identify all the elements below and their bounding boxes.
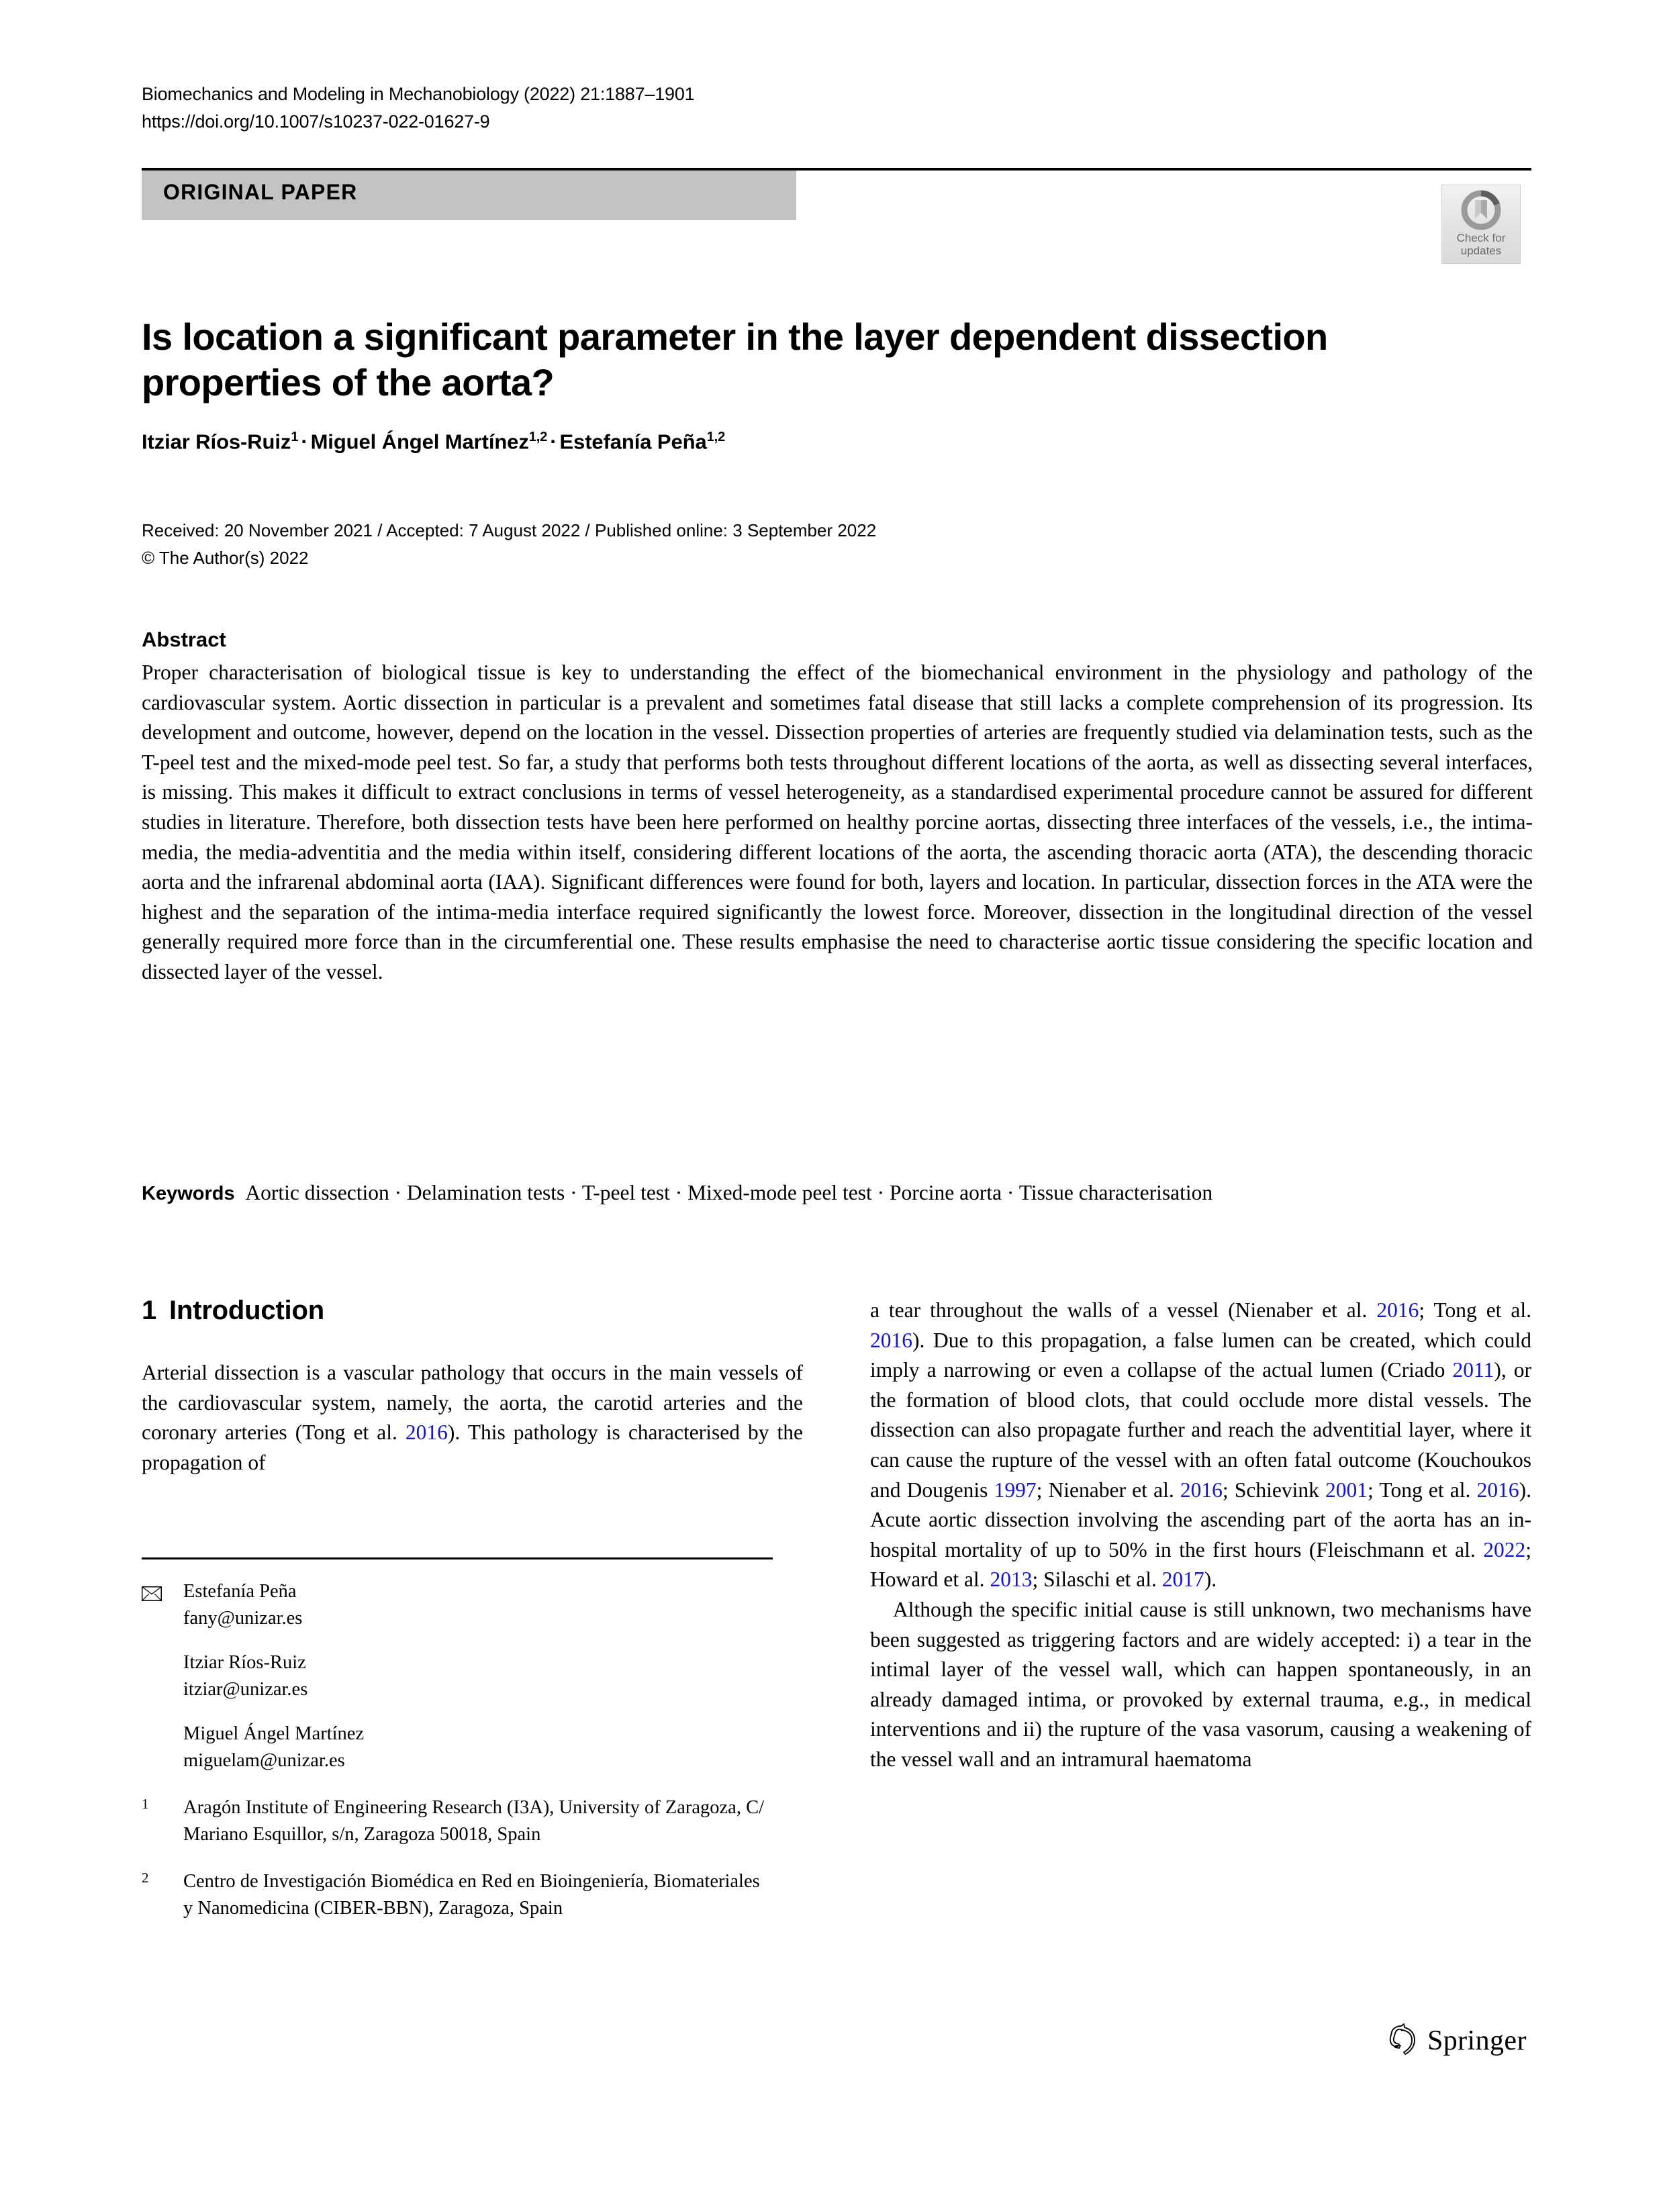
footnote-rule <box>142 1557 773 1559</box>
citation-link[interactable]: 2016 <box>1476 1478 1519 1502</box>
intro-text-b: ; Tong et al. <box>1419 1298 1531 1322</box>
author-contact-email[interactable]: itziar@unizar.es <box>183 1679 308 1700</box>
keywords-label: Keywords <box>142 1183 235 1204</box>
intro-paragraph-1-right <box>870 1296 1531 1595</box>
author-contact-email[interactable]: miguelam@unizar.es <box>183 1750 345 1771</box>
journal-citation-line: Biomechanics and Modeling in Mechanobiology (2022) 21:1887–1901 <box>142 84 695 104</box>
affiliation-marker: 1 <box>142 1796 149 1812</box>
author-separator: · <box>301 430 308 454</box>
corresponding-author-email[interactable]: fany@unizar.es <box>183 1608 303 1629</box>
envelope-icon <box>142 1582 162 1597</box>
citation-link[interactable]: 2001 <box>1325 1478 1368 1502</box>
author-affiliation-marker: 1 <box>291 430 299 444</box>
citation-link[interactable]: 2013 <box>990 1568 1033 1592</box>
author-separator: · <box>550 430 557 454</box>
corresponding-author-block <box>142 1578 803 1774</box>
footnote-block <box>142 1557 803 1922</box>
intro-text-d: ), or the formation of blood clots, that could occlude more distal vessels. The dissection can also propagate further and reach the adventitial layer, where it can cause the rupture of the vessel with an often fatal outcome (Kouchoukos and Dougenis <box>870 1358 1531 1502</box>
intro-paragraph-1-left <box>142 1358 803 1478</box>
publisher-name: Springer <box>1427 2025 1527 2056</box>
abstract-text: Proper characterisation of biological tissue is key to understanding the effect of the biomechanical environment in the physiology and pathology of the cardiovascular system. Aortic dissection in particular is a prevalent and sometimes fatal disease that still lacks a complete comprehension of its progression. Its development and outcome, however, depend on the location in the vessel. Dissection properties of arteries are frequently studied via delamination tests, such as the T-peel test and the mixed-mode peel test. So far, a study that performs both tests throughout different locations of the aorta, as well as dissecting several interfaces, is missing. This makes it difficult to extract conclusions in terms of vessel heterogeneity, as a standardised experimental procedure cannot be assured for different studies in literature. Therefore, both dissection tests have been here performed on healthy porcine aortas, dissecting three interfaces of the vessels, i.e., the intima-media, the media-adventitia and the media within itself, considering different locations of the aorta, the ascending thoracic aorta (ATA), the descending thoracic aorta and the infrarenal abdominal aorta (IAA). Significant differences were found for both, layers and location. In particular, dissection forces in the ATA were the highest and the separation of the intima-media interface required significantly the lowest force. Moreover, dissection in the longitudinal direction of the vessel generally required more force than in the circumferential one. These results emphasise the need to characterise aortic tissue considering the specific location and dissected layer of the vessel. <box>142 661 1533 983</box>
publication-dates <box>142 517 1417 572</box>
journal-header <box>142 81 1417 136</box>
intro-text-j: ; Silaschi et al. <box>1032 1568 1162 1592</box>
author-affiliation-marker: 1,2 <box>528 430 548 444</box>
section-number: 1 <box>142 1296 157 1325</box>
body-column-left <box>142 1296 803 1478</box>
intro-text-h: ). Acute aortic dissection involving the ascending part of the aorta has an in-hospital mortality of up to 50% in the first hours (Fleischmann et al. <box>870 1478 1531 1561</box>
author-contact-name: Miguel Ángel Martínez <box>183 1723 365 1744</box>
crossmark-line-2: updates <box>1460 244 1502 258</box>
copyright-line: © The Author(s) 2022 <box>142 548 309 569</box>
section-heading-introduction <box>142 1296 803 1326</box>
corresponding-author-name: Estefanía Peña <box>183 1581 297 1602</box>
citation-link[interactable]: 2016 <box>1376 1298 1419 1322</box>
author-contact <box>183 1721 803 1774</box>
intro-text-c: ). Due to this propagation, a false lumen can be created, which could imply a narrowing or even a collapse of the actual lumen (Criado <box>870 1328 1531 1382</box>
intro-text-g: ; Tong et al. <box>1368 1478 1477 1502</box>
check-for-updates-badge[interactable] <box>1441 185 1521 264</box>
author-list <box>142 430 1417 454</box>
section-title: Introduction <box>169 1296 324 1325</box>
citation-link[interactable]: 2017 <box>1161 1568 1204 1592</box>
keywords-text: Aortic dissection · Delamination tests · T-peel test · Mixed-mode peel test · Porcine aorta · Tissue characterisation <box>245 1181 1213 1204</box>
citation-link[interactable]: 2016 <box>1180 1478 1223 1502</box>
affiliation-text: Aragón Institute of Engineering Research (I3A), University of Zaragoza, C/ Mariano Esquillor, s/n, Zaragoza 50018, Spain <box>183 1797 765 1845</box>
intro-text-k: ). <box>1204 1568 1217 1592</box>
author-name: Miguel Ángel Martínez <box>310 430 529 454</box>
keywords-block <box>142 1178 1370 1209</box>
author-name: Estefanía Peña <box>559 430 707 454</box>
body-column-right <box>870 1296 1531 1775</box>
citation-link[interactable]: 2016 <box>870 1328 912 1352</box>
article-type-label: ORIGINAL PAPER <box>163 180 358 204</box>
intro-text-b: ). This pathology is characterised by the propagation of <box>142 1421 803 1474</box>
author-contact <box>183 1649 803 1703</box>
crossmark-label <box>1457 232 1506 257</box>
citation-link[interactable]: 2011 <box>1452 1358 1494 1382</box>
dates-line: Received: 20 November 2021 / Accepted: 7 August 2022 / Published online: 3 September 2022 <box>142 520 877 540</box>
intro-text-a: Arterial dissection is a vascular pathology that occurs in the main vessels of the cardiovascular system, namely, the aorta, the carotid arteries and the coronary arteries (Tong et al. <box>142 1361 803 1445</box>
abstract-heading: Abstract <box>142 628 226 651</box>
intro-paragraph-2-right: Although the specific initial cause is still unknown, two mechanisms have been suggested as triggering factors and are widely accepted: i) a tear in the intimal layer of the vessel wall, which can happen spontaneously, in an already damaged intima, or provoked by external trauma, e.g., in medical interventions and ii) the rupture of the vasa vasorum, causing a weakening of the vessel wall and an intramural haematoma <box>870 1597 1531 1771</box>
journal-doi-line[interactable]: https://doi.org/10.1007/s10237-022-01627-9 <box>142 111 490 132</box>
author-affiliation-marker: 1,2 <box>706 430 726 444</box>
crossmark-ring-icon <box>1460 189 1502 231</box>
springer-horse-icon <box>1387 2023 1418 2058</box>
publisher-logo <box>1387 2023 1527 2058</box>
intro-text-i: ; Howard et al. <box>870 1537 1531 1592</box>
affiliation-marker: 2 <box>142 1870 149 1886</box>
crossmark-line-1: Check for <box>1456 232 1506 244</box>
intro-text-a: a tear throughout the walls of a vessel (Nienaber et al. <box>870 1298 1377 1322</box>
affiliation-entry <box>142 1794 803 1848</box>
citation-link[interactable]: 1997 <box>994 1478 1037 1502</box>
author-contact-name: Itziar Ríos-Ruiz <box>183 1652 306 1673</box>
intro-text-f: ; Schievink <box>1222 1478 1326 1502</box>
citation-link[interactable]: 2016 <box>405 1421 448 1445</box>
citation-link[interactable]: 2022 <box>1483 1537 1526 1561</box>
intro-text-e: ; Nienaber et al. <box>1036 1478 1180 1502</box>
affiliation-entry <box>142 1868 803 1922</box>
affiliation-text: Centro de Investigación Biomédica en Red en Bioingeniería, Biomateriales y Nanomedicina (CIBER-BBN), Zaragoza, Spain <box>183 1871 760 1919</box>
author-name: Itziar Ríos-Ruiz <box>142 430 291 454</box>
page-title: Is location a significant parameter in the layer dependent dissection properties of the aorta? <box>142 315 1328 403</box>
corresponding-author <box>183 1578 803 1632</box>
